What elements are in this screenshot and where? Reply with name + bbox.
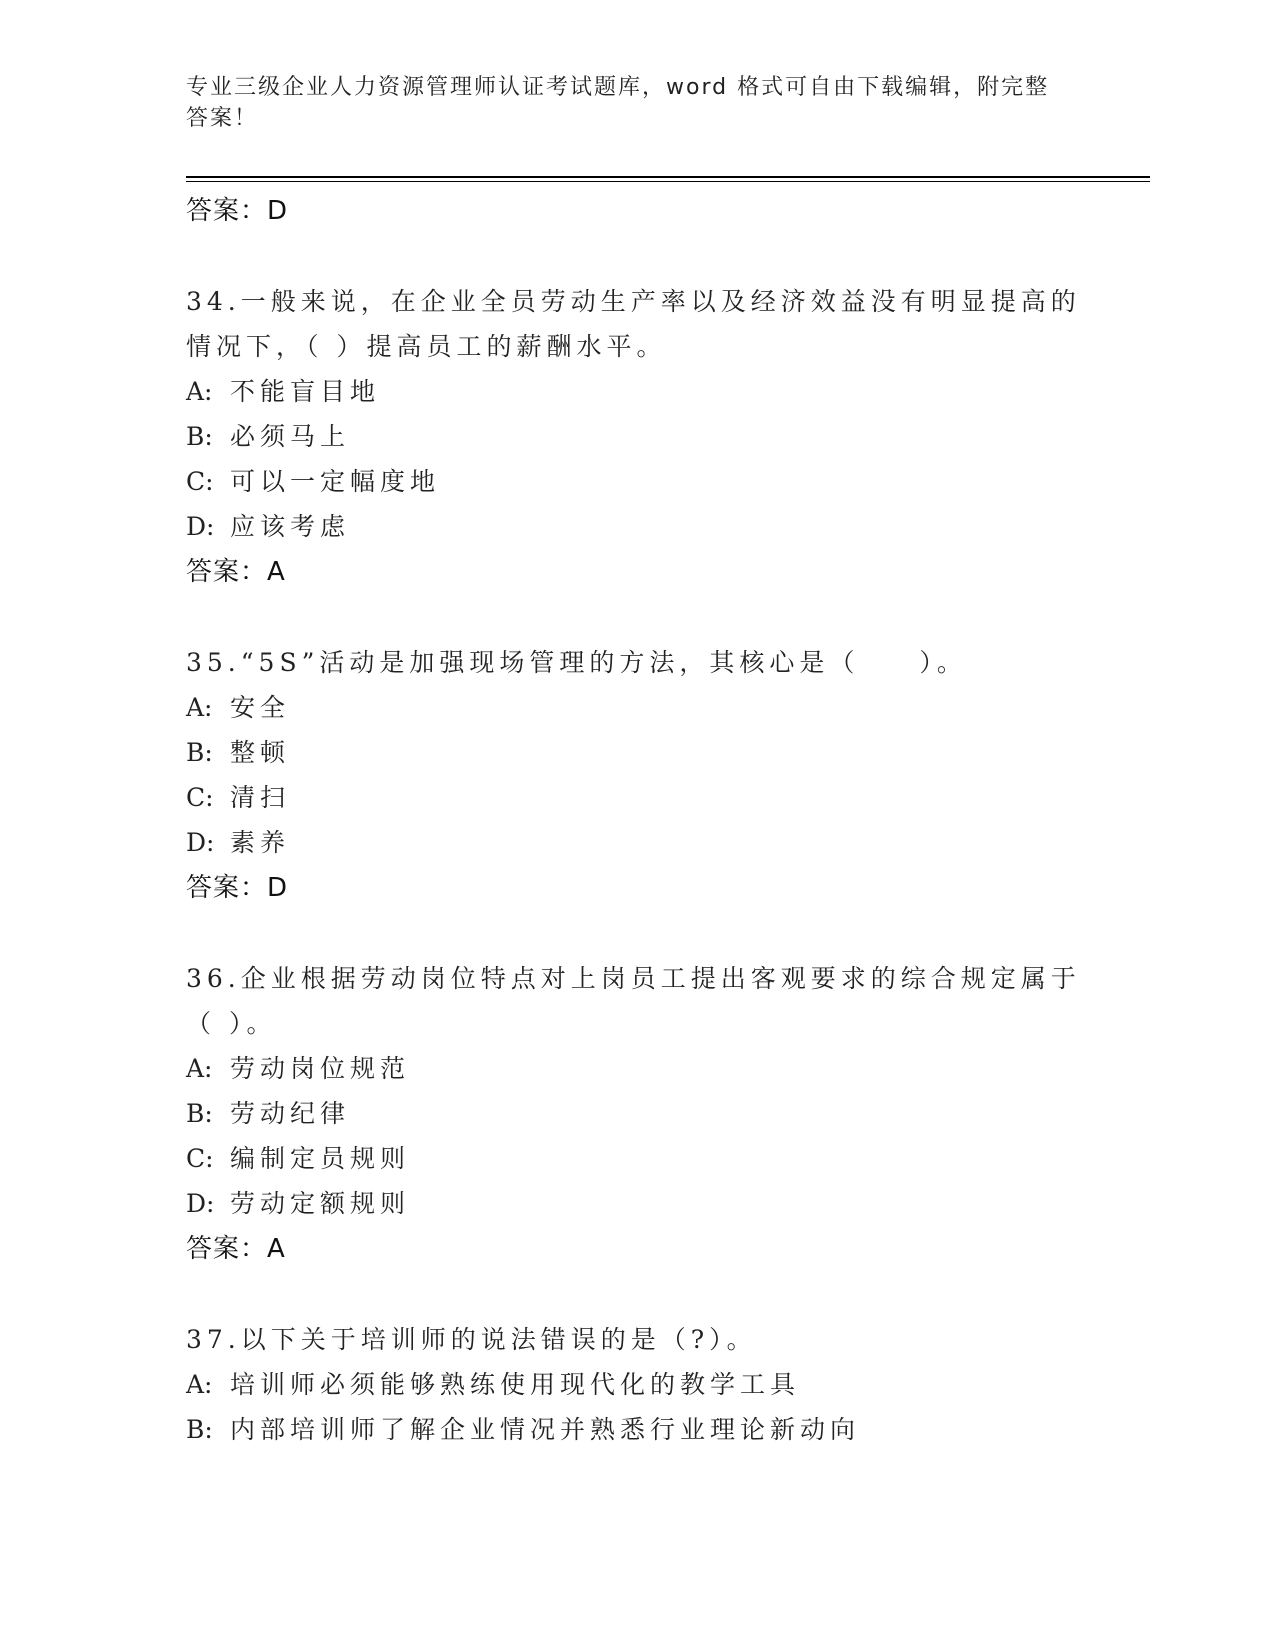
option-c — [186, 775, 1086, 820]
option-letter: C: — [186, 1144, 214, 1173]
option-a — [186, 1046, 1086, 1091]
option-letter: B: — [186, 1099, 213, 1128]
option-letter: B: — [186, 1415, 213, 1444]
question-text: 37.以下关于培训师的说法错误的是（?）。 — [186, 1325, 757, 1354]
document-body — [186, 188, 1086, 1452]
option-d — [186, 820, 1086, 865]
option-b — [186, 1407, 1086, 1452]
option-text: 应该考虑 — [230, 512, 351, 541]
answer-line: 答案：A — [186, 1234, 286, 1264]
option-text: 清扫 — [230, 783, 291, 812]
header-rule-thick — [186, 176, 1150, 178]
option-letter: A: — [186, 1370, 213, 1399]
option-letter: B: — [186, 738, 213, 767]
option-d — [186, 504, 1086, 549]
question-text: 34.一般来说，在企业全员劳动生产率以及经济效益没有明显提高的情况下，（ ）提高员工的薪酬水平。 — [186, 287, 1081, 361]
header-rule-thin — [186, 181, 1150, 182]
option-c — [186, 459, 1086, 504]
option-text: 内部培训师了解企业情况并熟悉行业理论新动向 — [230, 1415, 861, 1444]
answer-line: 答案：D — [186, 873, 289, 903]
answer-line: 答案：D — [186, 196, 289, 226]
option-text: 劳动纪律 — [230, 1099, 351, 1128]
document-header: 专业三级企业人力资源管理师认证考试题库，word 格式可自由下载编辑，附完整答案！ — [186, 75, 1050, 131]
option-b — [186, 1091, 1086, 1136]
option-c — [186, 1136, 1086, 1181]
option-text: 培训师必须能够熟练使用现代化的教学工具 — [230, 1370, 801, 1399]
option-letter: C: — [186, 783, 214, 812]
option-text: 可以一定幅度地 — [230, 467, 441, 496]
question-35 — [186, 640, 1086, 911]
question-34 — [186, 279, 1086, 595]
option-text: 安全 — [230, 693, 291, 722]
option-text: 必须马上 — [230, 422, 351, 451]
option-text: 劳动岗位规范 — [230, 1054, 411, 1083]
option-text: 不能盲目地 — [230, 377, 381, 406]
question-36 — [186, 956, 1086, 1272]
option-b — [186, 730, 1086, 775]
option-b — [186, 414, 1086, 459]
option-text: 编制定员规则 — [230, 1144, 411, 1173]
option-d — [186, 1181, 1086, 1226]
option-a — [186, 685, 1086, 730]
option-text: 劳动定额规则 — [230, 1189, 411, 1218]
answer-line: 答案：A — [186, 557, 286, 587]
option-a — [186, 1362, 1086, 1407]
option-letter: D: — [186, 828, 215, 857]
option-text: 素养 — [230, 828, 291, 857]
option-letter: A: — [186, 377, 213, 406]
option-letter: B: — [186, 422, 213, 451]
option-letter: A: — [186, 1054, 213, 1083]
option-letter: D: — [186, 1189, 215, 1218]
question-text: 35.“5S”活动是加强现场管理的方法，其核心是（ ）。 — [186, 648, 967, 677]
question-37 — [186, 1317, 1086, 1452]
question-text: 36.企业根据劳动岗位特点对上岗员工提出客观要求的综合规定属于（ ）。 — [186, 964, 1081, 1038]
option-letter: A: — [186, 693, 213, 722]
option-a — [186, 369, 1086, 414]
option-letter: D: — [186, 512, 215, 541]
option-letter: C: — [186, 467, 214, 496]
option-text: 整顿 — [230, 738, 291, 767]
